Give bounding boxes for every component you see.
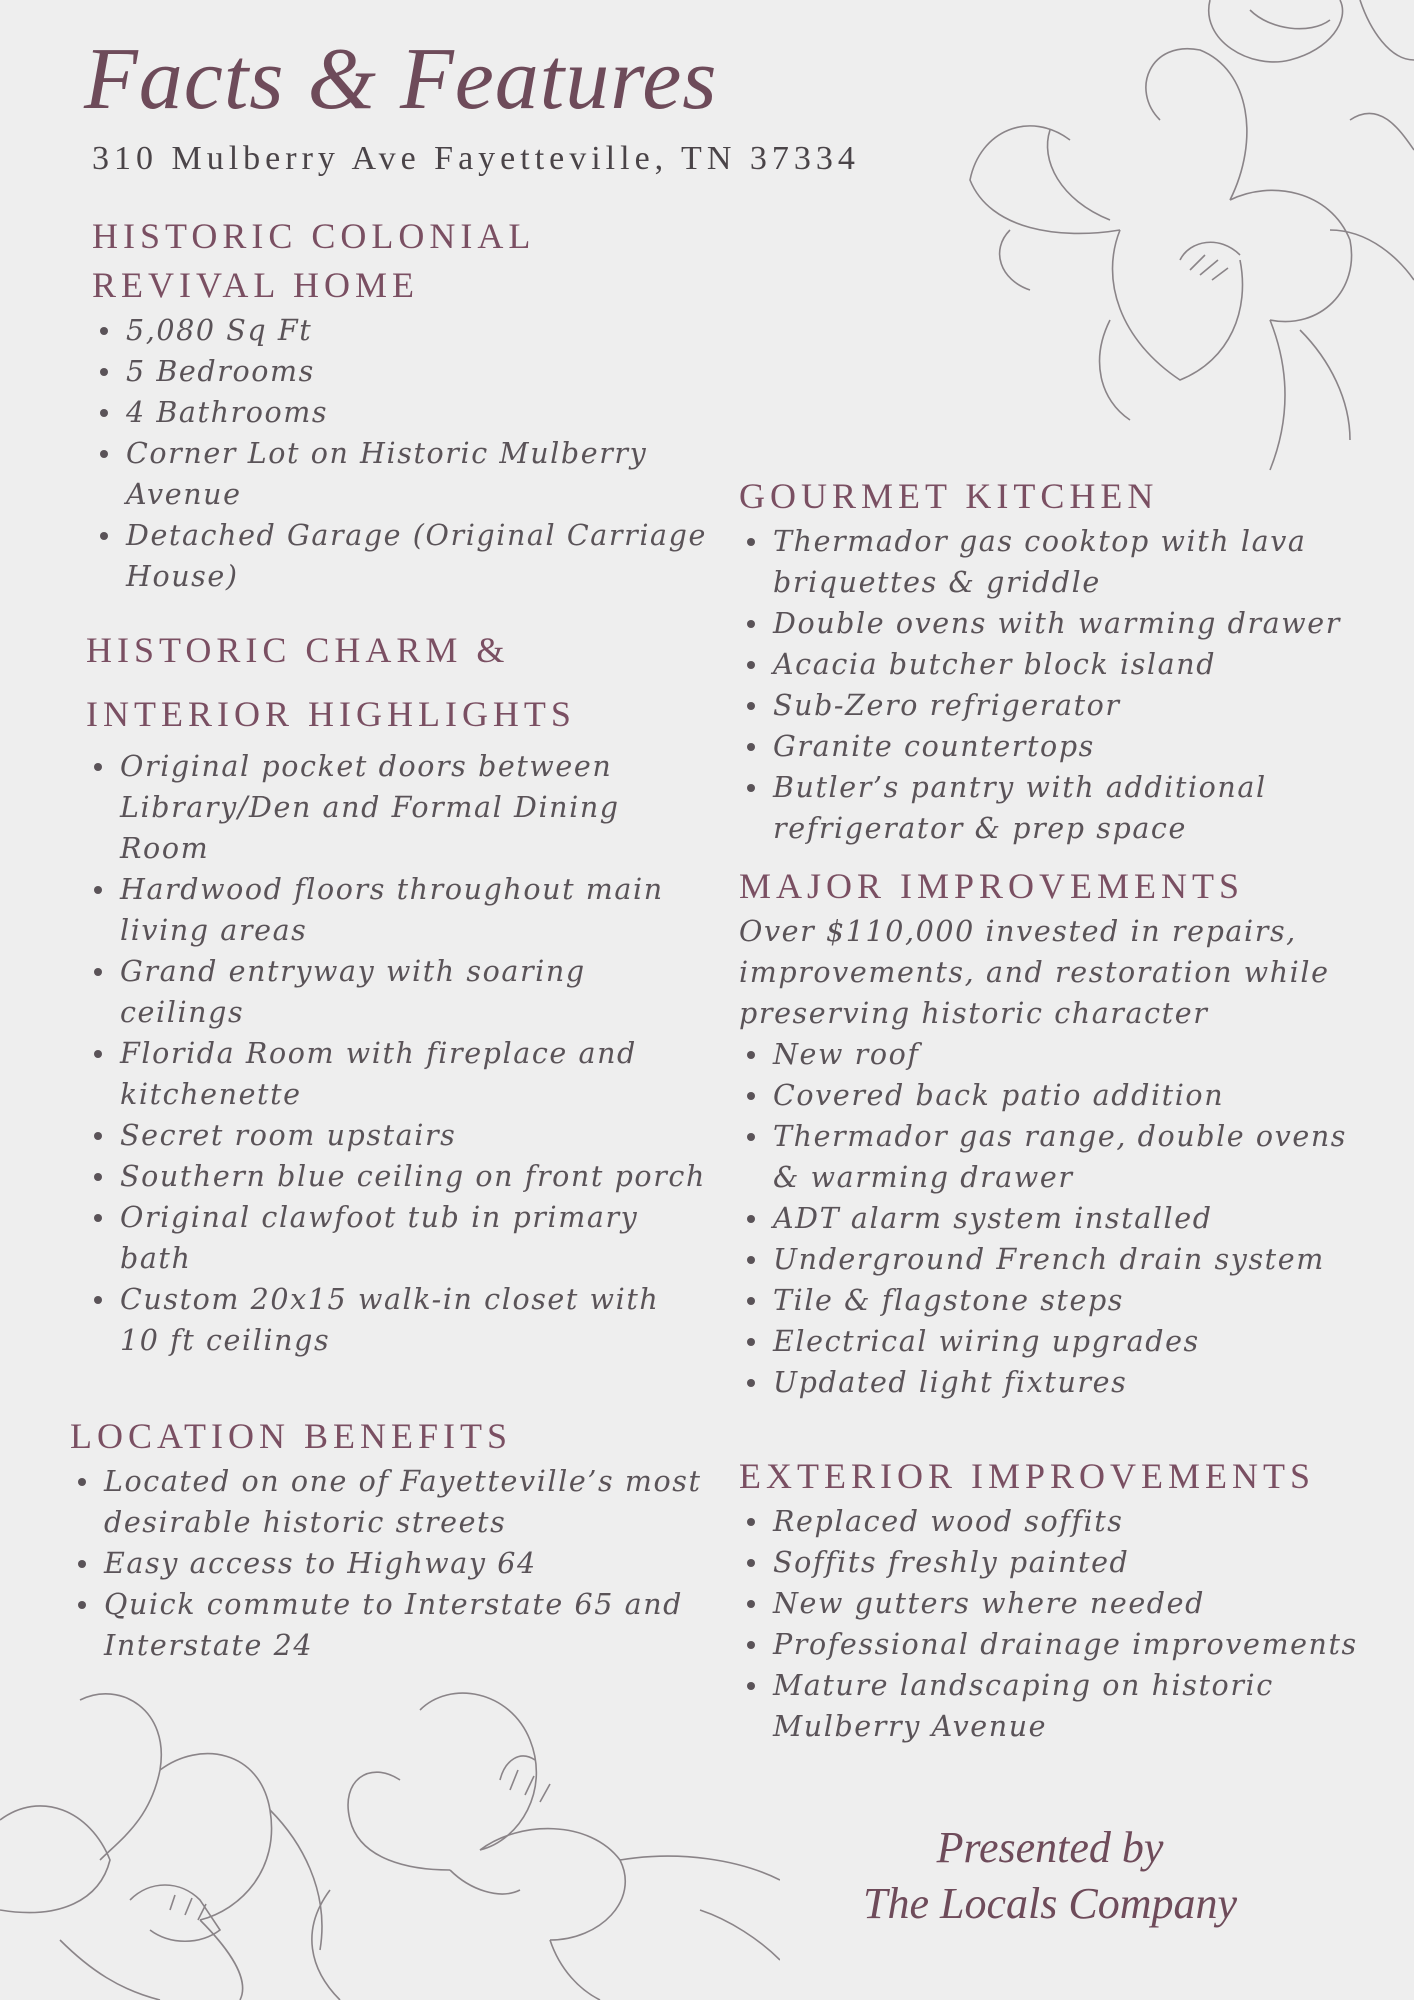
list-item: Original clawfoot tub in primary bath [86,1197,706,1279]
list-item: Thermador gas range, double ovens & warming drawer [739,1116,1379,1198]
list-item: 5,080 Sq Ft [92,310,712,351]
list-item: Secret room upstairs [86,1115,706,1156]
feature-list [86,746,706,1361]
heading-line: REVIVAL HOME [92,265,419,305]
feature-list [70,1461,730,1666]
list-item: Mature landscaping on historic Mulberry Avenue [739,1665,1379,1747]
heading-line: HISTORIC CHARM & [86,630,510,670]
property-address: 310 Mulberry Ave Fayetteville, TN 37334 [92,140,860,177]
presented-by-line: Presented by [936,1823,1164,1872]
list-item: Double ovens with warming drawer [739,603,1379,644]
list-item: Hardwood floors throughout main living areas [86,869,706,951]
feature-list [739,1034,1379,1403]
list-item: Quick commute to Interstate 65 and Interstate 24 [70,1584,730,1666]
section-heading [92,212,712,310]
section-location-benefits [70,1412,730,1666]
heading-line: HISTORIC COLONIAL [92,216,536,256]
list-item: Corner Lot on Historic Mulberry Avenue [92,433,712,515]
list-item: Electrical wiring upgrades [739,1321,1379,1362]
list-item: Covered back patio addition [739,1075,1379,1116]
section-heading: LOCATION BENEFITS [70,1416,512,1456]
list-item: Acacia butcher block island [739,644,1379,685]
list-item: Butler’s pantry with additional refrigerator & prep space [739,767,1379,849]
list-item: Professional drainage improvements [739,1624,1379,1665]
heading-line: INTERIOR HIGHLIGHTS [86,694,576,734]
section-heading [86,618,706,746]
company-name: The Locals Company [863,1879,1237,1928]
feature-list [739,1501,1379,1747]
list-item: Updated light fixtures [739,1362,1379,1403]
section-major-improvements [739,862,1379,1403]
list-item: Thermador gas cooktop with lava briquettes & griddle [739,521,1379,603]
section-heading: EXTERIOR IMPROVEMENTS [739,1456,1316,1496]
list-item: Located on one of Fayetteville’s most desirable historic streets [70,1461,730,1543]
page-title: Facts & Features [84,31,718,128]
list-item: 4 Bathrooms [92,392,712,433]
list-item: Florida Room with fireplace and kitchenette [86,1033,706,1115]
list-item: Grand entryway with soaring ceilings [86,951,706,1033]
list-item: Tile & flagstone steps [739,1280,1379,1321]
section-gourmet-kitchen [739,472,1379,849]
section-exterior-improvements [739,1452,1379,1747]
magnolia-illustration-top [950,0,1414,500]
list-item: Granite countertops [739,726,1379,767]
list-item: New roof [739,1034,1379,1075]
list-item: Underground French drain system [739,1239,1379,1280]
list-item: Sub-Zero refrigerator [739,685,1379,726]
list-item: New gutters where needed [739,1583,1379,1624]
list-item: Soffits freshly painted [739,1542,1379,1583]
presented-by [800,1820,1300,1932]
list-item: Easy access to Highway 64 [70,1543,730,1584]
list-item: 5 Bedrooms [92,351,712,392]
section-heading: MAJOR IMPROVEMENTS [739,866,1245,906]
list-item: Custom 20x15 walk-in closet with 10 ft ceilings [86,1279,706,1361]
section-intro: Over $110,000 invested in repairs, improvements, and restoration while preserving historic character [739,915,1330,1030]
list-item: Original pocket doors between Library/Den and Formal Dining Room [86,746,706,869]
list-item: Replaced wood soffits [739,1501,1379,1542]
section-historic-home [92,212,712,597]
list-item: ADT alarm system installed [739,1198,1379,1239]
list-item: Southern blue ceiling on front porch [86,1156,706,1197]
magnolia-illustration-bottom [0,1670,780,2000]
feature-list [92,310,712,597]
section-historic-charm [86,618,706,1361]
feature-list [739,521,1379,849]
list-item: Detached Garage (Original Carriage House) [92,515,712,597]
section-heading: GOURMET KITCHEN [739,476,1159,516]
